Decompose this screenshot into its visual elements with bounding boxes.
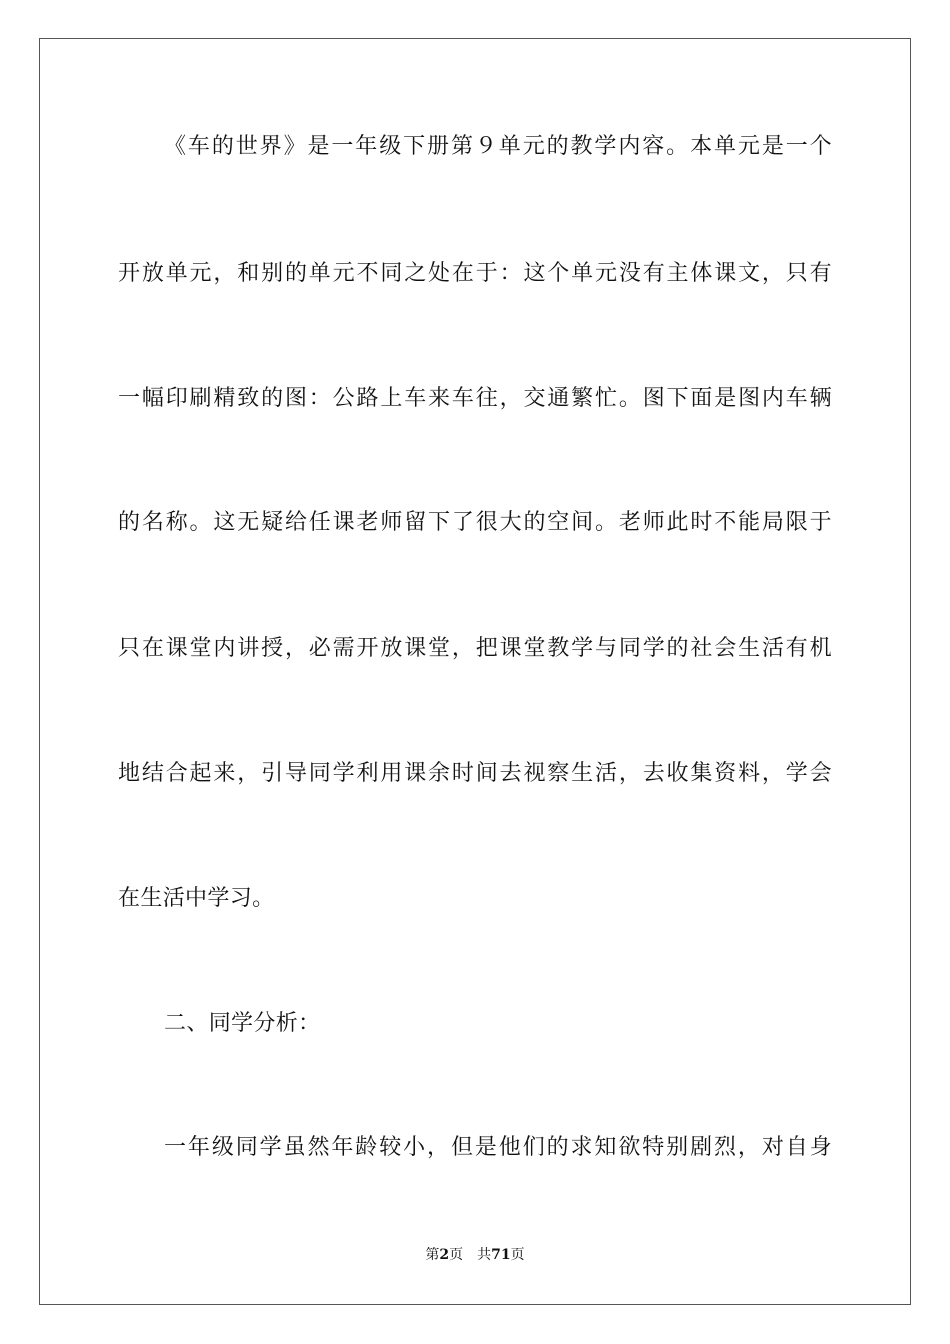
footer-total-prefix: 共 [477,1247,492,1263]
page-border [39,38,911,1305]
section-heading: 二、同学分析： [164,1011,321,1036]
footer-page-number: 2 [439,1247,450,1263]
footer-page-suffix: 页 [449,1247,464,1263]
paragraph-line-3: 一幅印刷精致的图：公路上车来车往，交通繁忙。图下面是图内车辆 [118,386,832,411]
paragraph-line-1: 《车的世界》是一年级下册第９单元的教学内容。本单元是一个 [164,134,832,159]
paragraph-line-5: 只在课堂内讲授，必需开放课堂，把课堂教学与同学的社会生活有机 [118,636,832,661]
paragraph-line-4: 的名称。这无疑给任课老师留下了很大的空间。老师此时不能局限于 [118,510,832,535]
paragraph-line-8: 一年级同学虽然年龄较小，但是他们的求知欲特别剧烈，对自身 [164,1135,832,1160]
footer-total-pages: 71 [491,1247,511,1263]
paragraph-line-7: 在生活中学习。 [118,886,275,911]
paragraph-line-6: 地结合起来，引导同学利用课余时间去视察生活，去收集资料，学会 [118,761,832,786]
paragraph-line-2: 开放单元，和别的单元不同之处在于：这个单元没有主体课文，只有 [118,261,832,286]
footer-total-suffix: 页 [510,1247,525,1263]
page-footer [0,1246,950,1264]
footer-page-prefix: 第 [425,1247,440,1263]
